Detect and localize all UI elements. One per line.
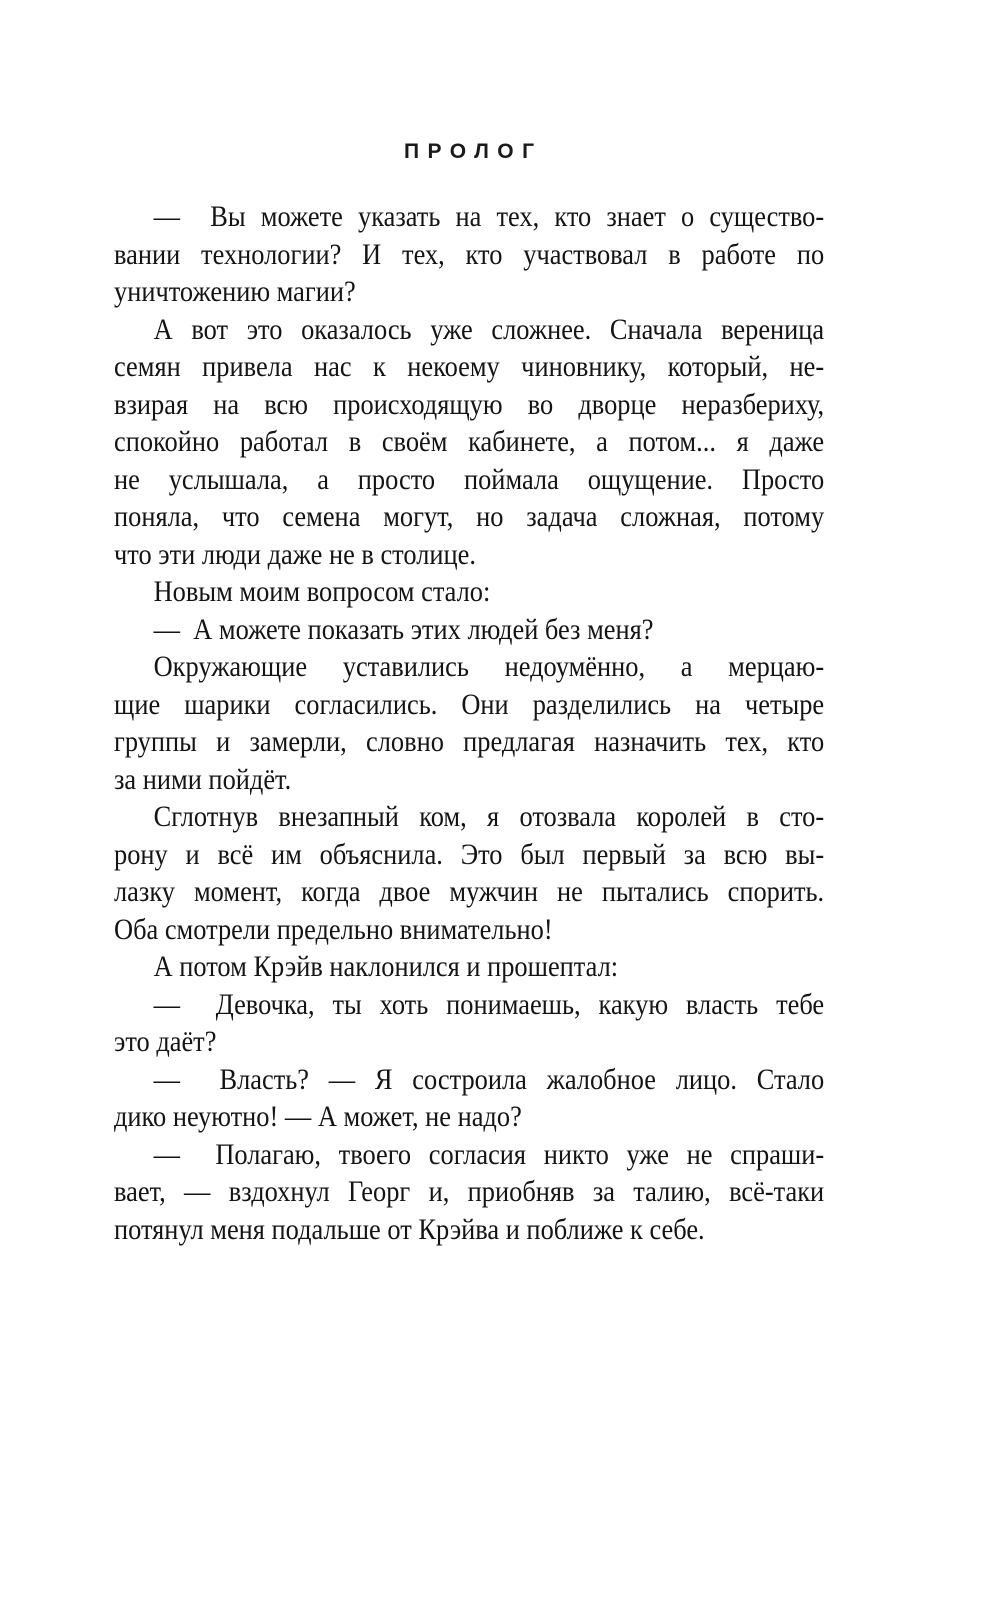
text-line: А вот это оказалось уже сложнее. Сначала вереница [153,312,825,346]
paragraph [114,948,824,986]
text-line: поняла, что семена могут, но задача сложная, потому [114,500,825,533]
paragraph [114,798,824,948]
text-line: Новым моим вопросом стало: [153,575,491,608]
paragraph [114,611,824,649]
text-line: — Власть? — Я состроила жалобное лицо. Стало [153,1062,825,1096]
text-line: щие шарики согласились. Они разделились на четыре [114,687,825,721]
chapter-title: ПРОЛОГ [403,140,543,163]
text-line: Оба смотрели предельно внимательно! [114,912,553,946]
text-line: спокойно работал в своём кабинете, а потом... я даже [114,425,825,458]
text-line: — Вы можете указать на тех, кто знает о существо- [153,200,825,233]
paragraph [114,1061,824,1136]
text-line: уничтожению магии? [114,275,356,308]
text-line: — А можете показать этих людей без меня? [153,612,654,646]
paragraph [114,1136,824,1249]
paragraph [114,311,824,574]
paragraph [114,986,824,1061]
text-line: А потом Крэйв наклонился и прошептал: [153,950,619,983]
paragraph [114,573,824,611]
text-line: рону и всё им объяснила. Это был первый за всю вы- [114,837,825,871]
text-line: — Полагаю, твоего согласия никто уже не спраши- [153,1137,825,1171]
text-line: это даёт? [114,1025,217,1058]
text-line: не услышала, а просто поймала ощущение. Просто [114,462,825,496]
text-line: за ними пойдёт. [114,762,292,796]
text-line: лазку момент, когда двое мужчин не пытались спорить. [114,875,825,908]
text-line: потянул меня подальше от Крэйва и поближе к себе. [114,1212,705,1246]
paragraph [114,198,824,311]
paragraph [114,648,824,798]
text-line: что эти люди даже не в столице. [114,537,476,571]
text-line: группы и замерли, словно предлагая назначить тех, кто [114,725,825,758]
text-line: взирая на всю происходящую во дворце неразбериху, [114,387,825,421]
body-text [114,198,824,1248]
text-column [114,198,824,1248]
text-line: Сглотнув внезапный ком, я отозвала королей в сто- [153,800,825,833]
text-line: — Девочка, ты хоть понимаешь, какую власть тебе [153,987,825,1021]
text-line: дико неуютно! — А может, не надо? [114,1100,522,1133]
text-line: семян привела нас к некоему чиновнику, который, не- [114,350,825,383]
text-line: вании технологии? И тех, кто участвовал в работе по [114,237,825,271]
text-line: Окружающие уставились недоумённо, а мерцаю- [153,650,825,683]
text-line: вает, — вздохнул Георг и, приобняв за талию, всё-таки [114,1175,825,1208]
